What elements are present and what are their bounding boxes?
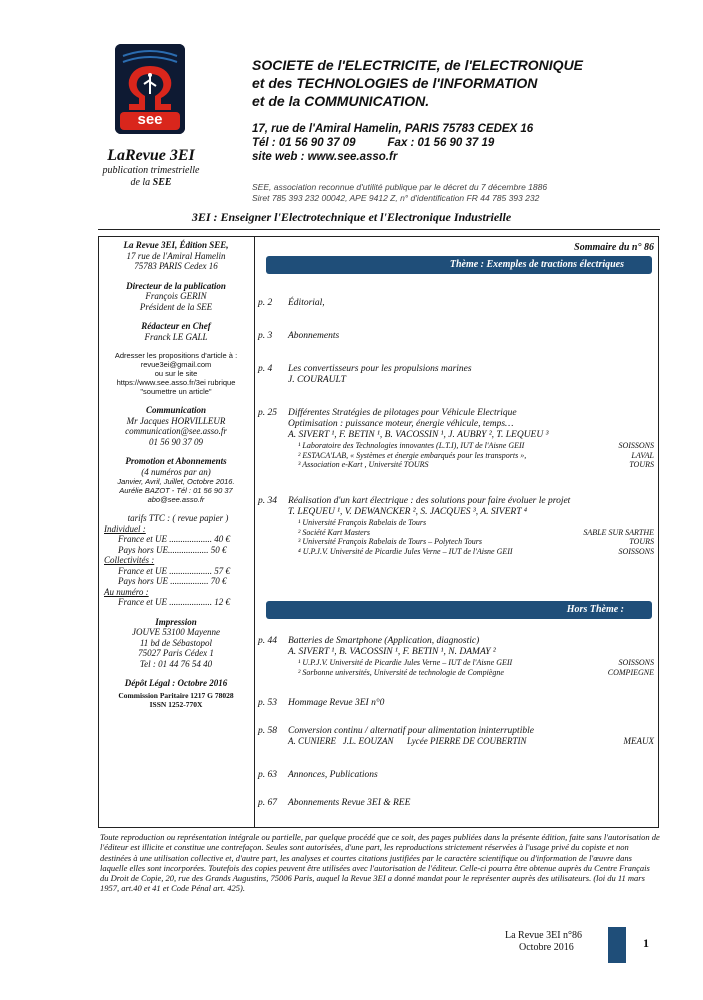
toc-item[interactable]: p. 63 Annonces, Publications — [258, 770, 378, 780]
toc-item[interactable]: p. 25 Différentes Stratégies de pilotages pour Véhicule Electrique Optimisation : puissance moteur, énergie véhicule, temps… A. SIVERT ¹, F. BETIN ¹, B. VACOSSIN ¹, J. AUBRY ², T. LEQUEU ³ ¹ Laboratoire des Technologies innovantes (L.T.I), IUT de l'Aisne GEII SOISSONS ² ESTACA'LAB, « Systèmes et énergie embarqués pour les transports », LAVAL ³ Association e-Kart , Université TOURS TOURS — [258, 408, 654, 469]
toc-item[interactable]: p. 44 Batteries de Smartphone (Application, diagnostic) A. SIVERT ¹, B. VACOSSIN ¹, F. BETIN ¹, N. DAMAY ² ¹ U.P.J.V. Université de Picardie Jules Verne – IUT de l'Aisne GEII SOISSONS ² Sorbonne universités, Université de technologie de Compiègne COMPIEGNE — [258, 636, 654, 677]
tarifs: tarifs TTC : ( revue papier ) Individuel : France et UE ................... 40 € Pays hors UE.................. 50 € Collectivités : France et UE ................... 57 € Pays hors UE ................. 70 € Au numéro : France et UE ................... 12 € — [104, 513, 230, 607]
submit-site-link[interactable]: https://www.see.asso.fr/3ei rubrique — [116, 378, 236, 387]
page-subtitle: 3EI : Enseigner l'Electrotechnique et l'Electronique Industrielle — [191, 210, 512, 224]
revue-name: LaRevue 3EI — [107, 147, 195, 164]
left-column: La Revue 3EI, Édition SEE, 17 rue de l'Amiral Hamelin 75783 PARIS Cedex 16 Directeur de la publication François GERIN Président de la SEE Rédacteur en Chef Franck LE GALL Adresser les propositions d'article à : revue3ei@gmail.com ou sur le site https://www.see.asso.fr/3ei rubrique "soumettre un article" Communication Mr Jacques HORVILLEUR communication@see.asso.fr 01 56 90 37 09 Promotion et Abonnements (4 numéros par an) Janvier, Avril, Juillet, Octobre 2016. Aurélie BAZOT - Tél : 01 56 90 37 abo@see.asso.fr tarifs TTC : ( revue papier ) Individuel : France et UE ................... 40 € Pays hors UE.................. 50 € Collectivités : France et UE ................... 57 € Pays hors UE ................. 70 € Au numéro : France et UE ................... 12 € Impression JOUVE 53100 Mayenne 11 bd de Sébastopol 75027 Paris Cédex 1 Tel : 01 44 76 54 40 Dépôt Légal : Octobre 2016 Commission Paritaire 1217 G 78028 ISSN 1252-770X — [100, 240, 252, 709]
brand-block — [97, 147, 205, 189]
sommaire-title: Sommaire du n° 86 — [574, 242, 654, 253]
toc-item[interactable]: p. 58 Conversion continu / alternatif pour alimentation ininterruptible A. CUNIERE J.L. EOUZAN Lycée PIERRE DE COUBERTIN MEAUX — [258, 726, 654, 746]
footer: La Revue 3EI n°86 Octobre 2016 — [505, 930, 583, 953]
society-contact — [252, 122, 533, 164]
society-title: SOCIETE de l'ELECTRICITE, de l'ELECTRONIQUE et des TECHNOLOGIES de l'INFORMATION et de la COMMUNICATION. — [252, 57, 584, 109]
toc-item[interactable]: p. 34 Réalisation d'un kart électrique : des solutions pour faire évoluer le projet T. LEQUEU ¹, V. DEWANCKER ², S. JACQUES ³, A. SIVERT ⁴ ¹ Université François Rabelais de Tours ² Société Kart Masters SABLE SUR SARTHE ³ Université François Rabelais de Tours – Polytech Tours TOURS ⁴ U.P.J.V. Université de Picardie Jules Verne – IUT de l'Aisne GEII SOISSONS — [258, 496, 654, 556]
hors-theme-bar: Hors Thème : — [266, 601, 652, 619]
toc-item[interactable]: p. 67 Abonnements Revue 3EI & REE — [258, 798, 411, 808]
toc-item[interactable]: p. 53 Hommage Revue 3EI n°0 — [258, 698, 385, 708]
association-info: SEE, association reconnue d'utilité publique par le décret du 7 décembre 1886 Siret 785 393 232 00042, APE 9412 Z, n° d'identification FR 44 785 393 232 — [252, 182, 548, 203]
address: 17, rue de l'Amiral Hamelin, PARIS 75783 CEDEX 16 — [252, 123, 534, 135]
toc-item[interactable]: p. 2 Éditorial, — [258, 298, 325, 308]
copyright-notice: Toute reproduction ou représentation intégrale ou partielle, par quelque procédé que ce soit, des pages publiées dans la présente édition, faite sans l'autorisation de l'éditeur est illicite et constitue une contrefaçon. Seules sont autorisées, d'une part, les reproductions strictement réservées à l'usage privé du copiste et non destinées à une utilisation collective et, d'autre part, les analyses et courtes citations justifiées par le caractère scientifique ou d'information de l'œuvre dans laquelle elles sont incorporées. Toutefois des copies peuvent être utilisées avec l'autorisation de l'éditeur. Celle-ci pourra être obtenue auprès du Centre Français du Droit de Copie, 20, rue des Grands Augustins, 75006 Paris, auquel la Revue 3EI a donné mandat pour le représenter auprès des utilisateurs. (loi du 11 mars 1957, art.40 et 41 et Code Pénal art. 425). — [100, 832, 660, 894]
theme-bar: Thème : Exemples de tractions électriques — [266, 256, 652, 274]
divider — [98, 229, 660, 230]
revue-sub2: de la SEE — [130, 177, 172, 188]
column-divider — [254, 236, 255, 828]
page-number: 1 — [643, 936, 649, 950]
phone: Tél : 01 56 90 37 09 Fax : 01 56 90 37 19 — [252, 137, 495, 149]
toc-item[interactable]: p. 4 Les convertisseurs pour les propulsions marines J. COURAULT — [258, 364, 472, 385]
logo-text: see — [137, 111, 163, 128]
website-link[interactable]: site web : www.see.asso.fr — [252, 151, 398, 163]
toc-item[interactable]: p. 3 Abonnements — [258, 331, 340, 341]
submit-email-link[interactable]: revue3ei@gmail.com — [140, 360, 212, 369]
revue-sub1: publication trimestrielle — [102, 165, 200, 176]
footer-bar — [608, 927, 626, 963]
